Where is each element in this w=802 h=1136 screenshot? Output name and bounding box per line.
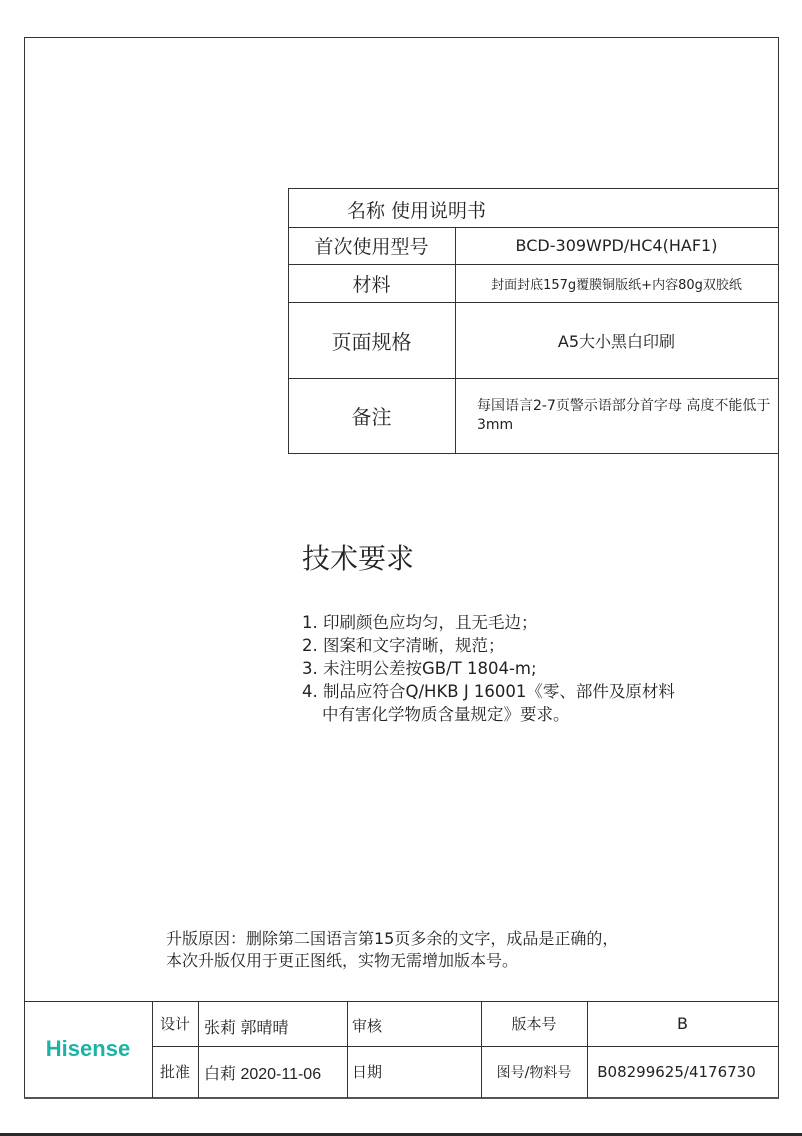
hisense-logo: Hisense [45,1036,131,1061]
tech-list [302,611,675,726]
tech-item: 3. 未注明公差按GB/T 1804-m; [302,659,537,678]
label-page-spec: 页面规格 [331,329,412,354]
design-value: 张莉 郭晴晴 [204,1020,289,1037]
label-model: 首次使用型号 [314,236,429,258]
frame-right [778,37,779,1098]
approve-value: 白莉 2020-11-06 [204,1066,322,1083]
tech-item: 2. 图案和文字清晰，规范； [302,636,505,655]
drawing-label: 图号/物料号 [496,1064,572,1081]
review-label: 审核 [352,1017,383,1035]
date-label: 日期 [352,1063,383,1081]
tech-item: 1. 印刷颜色应均匀，且无毛边； [302,613,538,632]
revision-note-line: 升版原因：删除第二国语言第15页多余的文字，成品是正确的， [166,929,619,948]
revision-note-line: 本次升版仅用于更正图纸，实物无需增加版本号。 [166,951,519,970]
tech-item: 4. 制品应符合Q/HKB J 16001《零、部件及原材料 [302,682,675,701]
label-material: 材料 [352,273,391,296]
version-value: B [677,1014,688,1033]
name-row: 名称 使用说明书 [347,200,487,222]
design-label: 设计 [159,1015,190,1033]
drawing-value: B08299625/4176730 [597,1062,756,1081]
value-model: BCD-309WPD/HC4(HAF1) [515,236,718,255]
approve-label: 批准 [159,1063,190,1081]
tech-item: 中有害化学物质含量规定》要求。 [322,705,570,724]
label-remark: 备注 [351,405,392,429]
value-remark: 每国语言2-7页警示语部分首字母 高度不能低于3mm [477,398,771,433]
value-page-spec: A5大小黑白印刷 [557,331,676,351]
frame-bottom [24,1097,779,1099]
frame-top [24,37,779,38]
version-label: 版本号 [511,1015,557,1033]
tech-title: 技术要求 [302,542,415,575]
frame-left [24,37,25,1098]
revision-note [166,928,618,972]
value-material: 封面封底157g覆膜铜版纸+内容80g双胶纸 [491,277,742,293]
